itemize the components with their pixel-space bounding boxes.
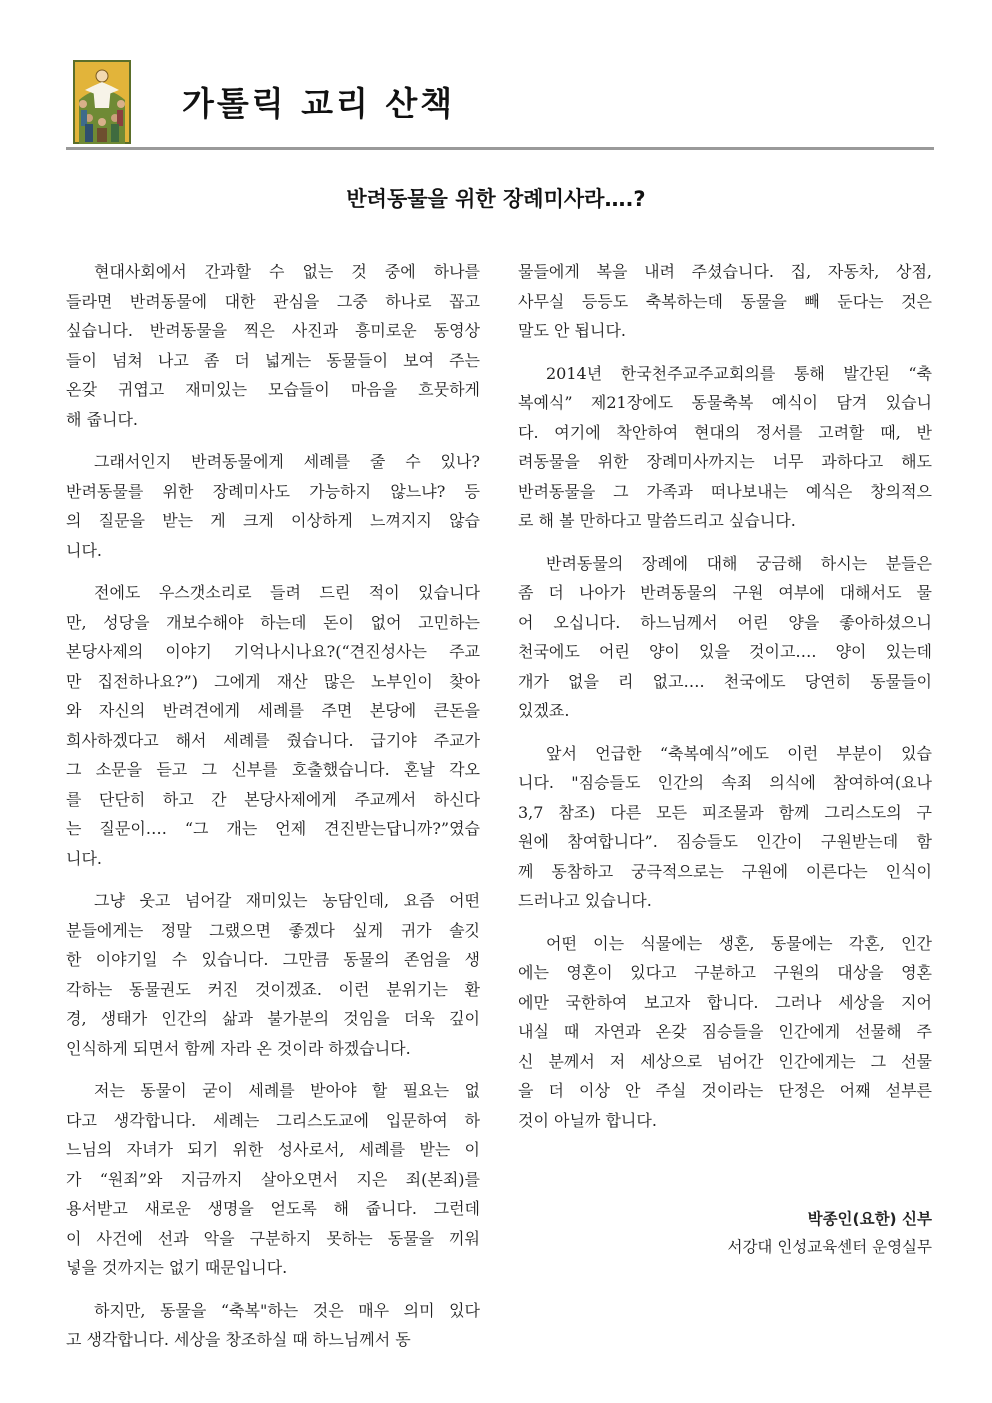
- paragraph-line: 원에 참여합니다”. 짐승들도 인간이 구원받는데 함: [518, 832, 932, 851]
- paragraph-line: 는 질문이…. “그 개는 언제 견진받는답니까?”였습: [66, 819, 480, 838]
- paragraph-line: 말도 안 됩니다.: [518, 321, 626, 340]
- paragraph-line: 니다. "짐승들도 인간의 속죄 의식에 참여하여(요나: [518, 773, 932, 792]
- paragraph-line: 들이 넘쳐 나고 좀 더 넓게는 동물들이 보여 주는: [66, 350, 480, 370]
- paragraph-line: 에만 국한하여 보고자 합니다. 그러나 세상을 지어: [518, 992, 932, 1012]
- paragraph-line: 께 동참하고 궁극적으로는 구원에 이른다는 인식이: [518, 861, 932, 881]
- paragraph-line: 경, 생태가 인간의 삶과 불가분의 것임을 더욱 깊이: [66, 1009, 480, 1028]
- article-paragraph: [518, 257, 932, 346]
- paragraph-line: 신 분께서 저 세상으로 넘어간 인간에게는 그 선물: [518, 1051, 932, 1071]
- paragraph-line: 저는 동물이 굳이 세례를 받아야 할 필요는 없: [94, 1081, 480, 1100]
- paragraph-line: 내실 때 자연과 온갖 짐승들을 인간에게 선물해 주: [518, 1022, 932, 1041]
- paragraph-line: 앞서 언급한 “축복예식”에도 이런 부분이 있습: [546, 743, 932, 763]
- paragraph-line: 려동물을 위한 장례미사까지는 너무 과하다고 해도: [518, 452, 932, 471]
- paragraph-line: 사무실 등등도 축복하는데 동물을 빼 둔다는 것은: [518, 291, 932, 311]
- paragraph-line: 싶습니다. 반려동물을 찍은 사진과 흥미로운 동영상: [66, 321, 480, 340]
- paragraph-line: 용서받고 새로운 생명을 얻도록 해 줍니다. 그런데: [66, 1199, 480, 1218]
- paragraph-line: 3,7 참조) 다른 모든 피조물과 함께 그리스도의 구: [518, 802, 932, 822]
- paragraph-line: 그래서인지 반려동물에게 세례를 줄 수 있나?: [94, 452, 480, 471]
- paragraph-line: 느님의 자녀가 되기 위한 성사로서, 세례를 받는 이: [66, 1140, 480, 1159]
- paragraph-line: 물들에게 복을 내려 주셨습니다. 집, 자동차, 상점,: [518, 262, 932, 281]
- paragraph-line: 고 생각합니다. 세상을 창조하실 때 하느님께서 동: [66, 1330, 411, 1349]
- paragraph-line: 반려동물의 장례에 대해 궁금해 하시는 분들은: [546, 553, 932, 573]
- paragraph-line: 반려동물을 그 가족과 떠나보내는 예식은 창의적으: [518, 481, 932, 501]
- paragraph-line: 니다.: [66, 540, 102, 560]
- paragraph-line: 인식하게 되면서 함께 자라 온 것이라 하겠습니다.: [66, 1038, 411, 1058]
- article-right-column: [518, 257, 932, 1148]
- paragraph-line: 좀 더 나아가 반려동물의 구원 여부에 대해서도 물: [518, 583, 932, 602]
- paragraph-line: 그냥 웃고 넘어갈 재미있는 농담인데, 요즘 어떤: [94, 891, 480, 910]
- paragraph-line: 개가 없을 리 없고…. 천국에도 당연히 동물들이: [518, 671, 932, 691]
- paragraph-line: 들라면 반려동물에 대한 관심을 그중 하나로 꼽고: [66, 291, 480, 311]
- paragraph-line: 어떤 이는 식물에는 생혼, 동물에는 각혼, 인간: [546, 933, 932, 953]
- paragraph-line: 만 집전하나요?”) 그에게 재산 많은 노부인이 찾아: [66, 671, 480, 691]
- paragraph-line: 을 더 이상 안 주실 것이라는 단정은 어째 섣부른: [518, 1081, 932, 1100]
- paragraph-line: 것이 아닐까 합니다.: [518, 1110, 657, 1130]
- article-paragraph: [518, 549, 932, 726]
- catechism-logo-illustration: [73, 60, 131, 144]
- paragraph-line: 온갖 귀엽고 재미있는 모습들이 마음을 흐뭇하게: [66, 380, 480, 399]
- paragraph-line: 다고 생각합니다. 세례는 그리스도교에 입문하여 하: [66, 1110, 480, 1130]
- paragraph-line: 복예식” 제21장에도 동물축복 예식이 담겨 있습니: [518, 393, 932, 412]
- paragraph-line: 이 사건에 선과 악을 구분하지 못하는 동물을 끼워: [66, 1228, 480, 1248]
- paragraph-line: 니다.: [66, 848, 102, 868]
- paragraph-line: 가 “원죄”와 지금까지 살아오면서 지은 죄(본죄)를: [66, 1169, 480, 1189]
- paragraph-line: 만, 성당을 개보수해야 하는데 돈이 없어 고민하는: [66, 612, 480, 632]
- section-title: 가톨릭 교리 산책: [182, 84, 456, 123]
- paragraph-line: 드러나고 있습니다.: [518, 891, 652, 910]
- article-title: 반려동물을 위한 장례미사라….?: [346, 187, 646, 211]
- author-signature: [727, 1205, 932, 1261]
- paragraph-line: 에는 영혼이 있다고 구분하고 구원의 대상을 영혼: [518, 963, 932, 982]
- article-paragraph: [66, 1076, 480, 1283]
- paragraph-line: 희사하겠다고 해서 세례를 줬습니다. 급기야 주교가: [66, 730, 480, 750]
- paragraph-line: 그 소문을 듣고 그 신부를 호출했습니다. 혼날 각오: [66, 760, 480, 779]
- paragraph-line: 와 자신의 반려견에게 세례를 주면 본당에 큰돈을: [66, 701, 480, 720]
- paragraph-line: 현대사회에서 간과할 수 없는 것 중에 하나를: [94, 262, 480, 281]
- paragraph-line: 천국에도 어린 양이 있을 것이고…. 양이 있는데: [518, 642, 932, 661]
- author-role: 서강대 인성교육센터 운영실무: [727, 1238, 932, 1256]
- paragraph-line: 한 이야기일 수 있습니다. 그만큼 동물의 존엄을 생: [66, 950, 480, 969]
- article-left-column: [66, 257, 480, 1368]
- article-paragraph: [518, 739, 932, 916]
- paragraph-line: 본당사제의 이야기 기억나시나요?(“견진성사는 주교: [66, 642, 480, 661]
- article-paragraph: [66, 257, 480, 434]
- paragraph-line: 반려동물를 위한 장례미사도 가능하지 않느냐? 등: [66, 481, 480, 501]
- paragraph-line: 각하는 동물권도 커진 것이겠죠. 이런 분위기는 환: [66, 979, 480, 999]
- paragraph-line: 분들에게는 정말 그랬으면 좋겠다 싶게 귀가 솔깃: [66, 920, 480, 940]
- paragraph-line: 의 질문을 받는 게 크게 이상하게 느껴지지 않습: [66, 511, 480, 530]
- paragraph-line: 전에도 우스갯소리로 들려 드린 적이 있습니다: [94, 583, 480, 602]
- paragraph-line: 로 해 볼 만하다고 말씀드리고 싶습니다.: [518, 511, 796, 530]
- article-paragraph: [66, 447, 480, 565]
- article-paragraph: [66, 886, 480, 1063]
- paragraph-line: 있겠죠.: [518, 701, 570, 720]
- paragraph-line: 를 단단히 하고 간 본당사제에게 주교께서 하신다: [66, 789, 480, 809]
- article-paragraph: [518, 929, 932, 1136]
- paragraph-line: 다. 여기에 착안하여 현대의 정서를 고려할 때, 반: [518, 422, 932, 442]
- article-paragraph: [66, 1296, 480, 1355]
- paragraph-line: 2014년 한국천주교주교회의를 통해 발간된 “축: [546, 363, 932, 383]
- author-name: 박종인(요한) 신부: [807, 1210, 932, 1228]
- article-paragraph: [518, 359, 932, 536]
- header-divider: [66, 147, 934, 150]
- paragraph-line: 어 오십니다. 하느님께서 어린 양을 좋아하셨으니: [518, 612, 932, 632]
- paragraph-line: 하지만, 동물을 “축복"하는 것은 매우 의미 있다: [94, 1300, 480, 1320]
- article-paragraph: [66, 578, 480, 873]
- paragraph-line: 해 줍니다.: [66, 409, 138, 429]
- paragraph-line: 넣을 것까지는 없기 때문입니다.: [66, 1258, 288, 1277]
